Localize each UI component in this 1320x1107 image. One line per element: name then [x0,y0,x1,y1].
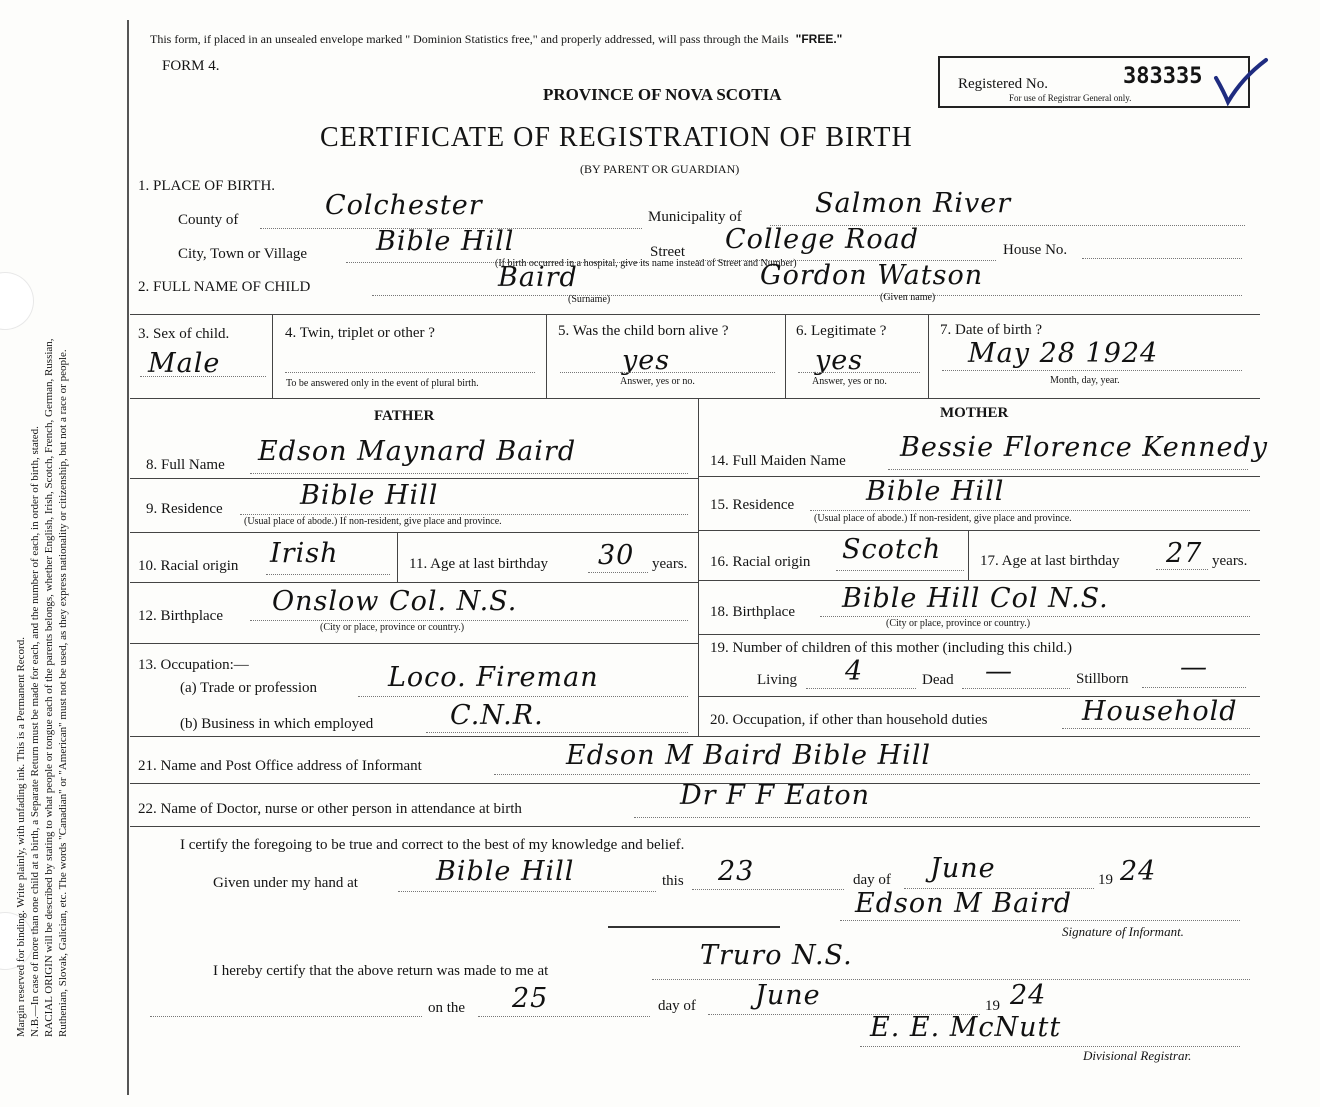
page-subtitle: (BY PARENT OR GUARDIAN) [580,162,740,176]
alive-label: 5. Was the child born alive ? [558,323,729,339]
mother-residence-note: (Usual place of abode.) If non-resident, give place and province. [814,513,1072,524]
father-residence-label: 9. Residence [146,501,223,517]
mother-residence-value: Bible Hill [866,476,1005,507]
certify-statement: I certify the foregoing to be true and correct to the best of my knowledge and belief. [180,837,685,853]
place-of-birth-label: 1. PLACE OF BIRTH. [138,178,276,194]
father-racial-value: Irish [270,538,339,569]
margin-note: N.B.—In case of more than one child at a birth, a Separate Return must be made for each, and the number of each, in order of birth, stated. [29,426,41,1037]
mail-notice: This form, if placed in an unsealed envelope marked " Dominion Statistics free," and properly addressed, will pass through the Mails "FREE." [150,32,843,46]
county-label: County of [178,212,239,228]
informant-signature-caption: Signature of Informant. [1062,924,1184,939]
father-age-value: 30 [598,540,635,571]
father-heading: FATHER [374,408,435,424]
father-name-label: 8. Full Name [146,457,225,473]
hospital-note: (If birth occurred in a hospital, give its name instead of Street and Number) [495,258,797,269]
father-name-value: Edson Maynard Baird [258,436,577,467]
mother-racial-value: Scotch [842,534,942,565]
mother-name-label: 14. Full Maiden Name [710,453,846,469]
living-value: 4 [845,656,864,687]
given-year-prefix: 19 [1098,872,1113,888]
father-birthplace-note: (City or place, province or country.) [320,622,465,633]
margin-note: Ruthenian, Slovak, Galician, etc. The words "Canadian" or "American" must not be used, as they express nationality or citizenship, but not a race or people. [57,349,69,1037]
stillborn-value: — [1180,652,1208,683]
registrar-day-of-label: day of [658,998,696,1014]
father-residence-note: (Usual place of abode.) If non-resident, give place and province. [244,516,502,527]
registered-box [938,56,1250,108]
dob-note: Month, day, year. [1050,375,1120,386]
father-residence-value: Bible Hill [300,480,439,511]
mother-heading: MOTHER [940,405,1009,421]
stillborn-label: Stillborn [1076,671,1129,687]
given-place-value: Bible Hill [436,856,575,887]
registrar-month-value: June [755,980,821,1011]
mother-occupation-label: 20. Occupation, if other than household duties [710,712,988,728]
registrar-note: For use of Registrar General only. [1009,93,1132,103]
registrar-year-prefix: 19 [985,998,1000,1014]
province-heading: PROVINCE OF NOVA SCOTIA [543,85,782,104]
municipality-label: Municipality of [648,209,742,225]
legitimate-note: Answer, yes or no. [812,376,887,387]
registrar-caption: Divisional Registrar. [1083,1048,1192,1063]
margin-notes [0,0,115,1107]
street-label: Street [650,244,685,260]
alive-value: yes [622,345,671,376]
registrar-day-value: 25 [512,983,549,1014]
mail-free: "FREE." [795,32,843,46]
father-occupation-label: 13. Occupation:— [138,657,249,673]
mother-age-unit: years. [1212,553,1248,569]
mother-age-value: 27 [1166,538,1203,569]
dob-label: 7. Date of birth ? [940,322,1043,338]
registrar-statement: I hereby certify that the above return was made to me at [213,963,549,979]
registrar-on-the-label: on the [428,1000,466,1016]
father-birthplace-label: 12. Birthplace [138,608,223,624]
father-trade-label: (a) Trade or profession [180,680,318,696]
dead-value: — [985,656,1013,687]
given-month-value: June [930,853,996,884]
registrar-signature: E. E. McNutt [870,1012,1062,1043]
registered-label: Registered No. [958,76,1048,92]
given-day-value: 23 [718,856,755,887]
street-value: College Road [725,224,919,255]
registrar-year-value: 24 [1010,980,1047,1011]
mother-birthplace-note: (City or place, province or country.) [886,618,1031,629]
father-age-label: 11. Age at last birthday [409,556,548,572]
municipality-value: Salmon River [815,188,1012,219]
sex-value: Male [148,348,221,379]
mother-birthplace-value: Bible Hill Col N.S. [842,583,1109,614]
city-label: City, Town or Village [178,246,308,262]
father-trade-value: Loco. Fireman [388,662,599,693]
mother-racial-label: 16. Racial origin [710,554,811,570]
margin-rule [127,20,129,1095]
twin-label: 4. Twin, triplet or other ? [285,325,435,341]
form-number: FORM 4. [162,58,220,74]
house-label: House No. [1003,242,1068,258]
given-name-value: Gordon Watson [760,260,984,291]
given-day-of-label: day of [853,872,891,888]
twin-note: To be answered only in the event of plural birth. [286,378,479,389]
mother-birthplace-label: 18. Birthplace [710,604,795,620]
child-name-label: 2. FULL NAME OF CHILD [138,279,311,295]
county-value: Colchester [325,190,483,221]
given-year-value: 24 [1120,856,1157,887]
page-title: CERTIFICATE OF REGISTRATION OF BIRTH [320,122,913,153]
mother-name-value: Bessie Florence Kennedy [900,432,1269,463]
check-mark-icon [1210,56,1272,110]
doctor-label: 22. Name of Doctor, nurse or other person in attendance at birth [138,801,522,817]
doctor-value: Dr F F Eaton [680,780,871,811]
dead-label: Dead [922,672,954,688]
informant-signature: Edson M Baird [855,888,1073,919]
given-under-label: Given under my hand at [213,875,358,891]
legitimate-label: 6. Legitimate ? [796,323,887,339]
father-birthplace-value: Onslow Col. N.S. [272,586,518,617]
dob-value: May 28 1924 [968,338,1159,369]
margin-note: RACIAL ORIGIN will be described by stating to what people or tongue each of the parents belongs, whether English, Irish, Scotch, French, German, Russian, [43,338,55,1037]
informant-value: Edson M Baird Bible Hill [566,740,932,771]
father-business-label: (b) Business in which employed [180,716,374,732]
mother-residence-label: 15. Residence [710,497,795,513]
registered-number: 383335 [1123,64,1203,89]
alive-note: Answer, yes or no. [620,376,695,387]
surname-caption: (Surname) [568,294,611,305]
this-label: this [662,873,684,889]
living-label: Living [757,672,797,688]
surname-value: Baird [498,262,578,293]
registrar-place-value: Truro N.S. [700,940,853,971]
sex-label: 3. Sex of child. [138,326,230,342]
father-racial-label: 10. Racial origin [138,558,239,574]
father-business-value: C.N.R. [450,700,544,731]
legitimate-value: yes [815,345,864,376]
informant-label: 21. Name and Post Office address of Informant [138,758,422,774]
father-age-unit: years. [652,556,688,572]
mother-age-label: 17. Age at last birthday [980,553,1120,569]
margin-note: Margin reserved for binding. Write plainly, with unfading ink. This is a Permanent Record. [15,637,27,1037]
given-name-caption: (Given name) [880,292,936,303]
children-count-label: 19. Number of children of this mother (including this child.) [710,640,1073,656]
city-value: Bible Hill [376,226,515,257]
mother-occupation-value: Household [1082,696,1238,727]
